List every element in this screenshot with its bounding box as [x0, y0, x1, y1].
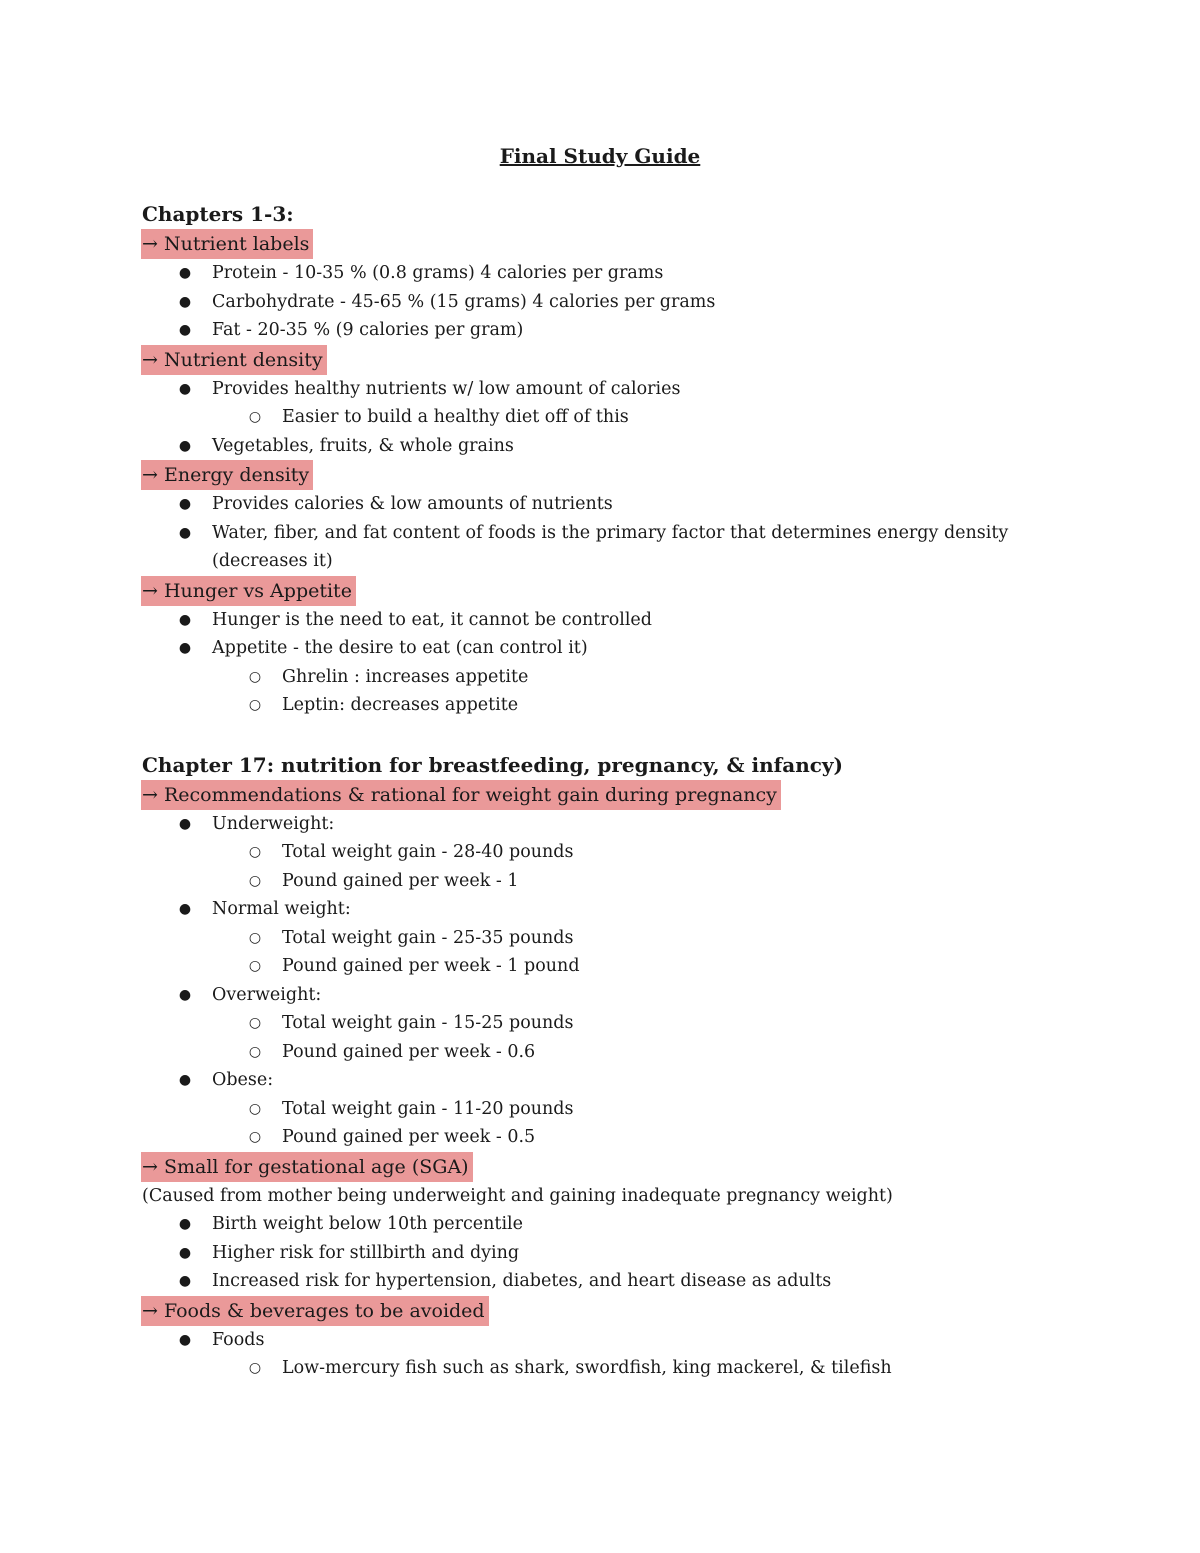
topic-heading: → Nutrient density	[141, 345, 327, 375]
sub-list-item-text: Total weight gain - 15-25 pounds	[282, 1013, 574, 1033]
sub-list-item-text: Pound gained per week - 1 pound	[282, 956, 580, 976]
list-item-text: Underweight:	[212, 813, 335, 834]
filled-bullet-icon: ●	[178, 496, 192, 512]
filled-bullet-icon: ●	[178, 1072, 192, 1088]
list-item-text: Appetite - the desire to eat (can control it)	[212, 638, 588, 658]
document-title: Final Study Guide	[499, 144, 701, 168]
sub-bullet-list	[212, 924, 1062, 981]
sub-list-item-text: Pound gained per week - 0.5	[282, 1127, 536, 1147]
hollow-bullet-icon: ○	[248, 697, 262, 713]
sub-list-item	[212, 1038, 1062, 1067]
hollow-bullet-icon: ○	[248, 929, 262, 946]
list-item	[142, 259, 1062, 288]
bullet-list	[142, 606, 1062, 720]
sub-list-item-text: Ghrelin : increases appetite	[282, 666, 529, 687]
list-item	[142, 490, 1062, 519]
list-item-text: Overweight:	[212, 984, 322, 1005]
sub-bullet-list	[212, 663, 1062, 720]
filled-bullet-icon: ●	[178, 1273, 192, 1289]
filled-bullet-icon: ●	[178, 1331, 192, 1348]
filled-bullet-icon: ●	[178, 1216, 192, 1232]
list-item-text: Provides calories & low amounts of nutrients	[212, 494, 613, 514]
list-item	[142, 1210, 1062, 1239]
sub-list-item	[212, 952, 1062, 981]
sub-list-item	[212, 867, 1062, 896]
list-item	[142, 288, 1062, 317]
list-item-text: Provides healthy nutrients w/ low amount of calories	[212, 378, 681, 399]
topic-heading-row	[142, 460, 1062, 490]
topic-heading: → Energy density	[141, 460, 313, 490]
list-item	[142, 1066, 1062, 1152]
sub-list-item-text: Pound gained per week - 1	[282, 870, 519, 891]
hollow-bullet-icon: ○	[248, 668, 262, 685]
topic-heading-row	[142, 576, 1062, 606]
topic-note: (Caused from mother being underweight and gaining inadequate pregnancy weight)	[142, 1185, 893, 1206]
list-item	[142, 606, 1062, 635]
chapter-heading: Chapters 1-3:	[142, 202, 294, 226]
list-item-text: Obese:	[212, 1070, 274, 1090]
filled-bullet-icon: ●	[178, 524, 192, 541]
hollow-bullet-icon: ○	[248, 1043, 262, 1060]
bullet-list	[142, 810, 1062, 1152]
list-item-text: Birth weight below 10th percentile	[212, 1214, 523, 1234]
sub-list-item-text: Total weight gain - 11-20 pounds	[282, 1098, 574, 1119]
list-item	[142, 375, 1062, 432]
chapter-heading: Chapter 17: nutrition for breastfeeding, pregnancy, & infancy)	[142, 752, 844, 777]
sub-bullet-list	[212, 1009, 1062, 1066]
list-item	[142, 1239, 1062, 1268]
list-item-text: Carbohydrate - 45-65 % (15 grams) 4 calories per grams	[212, 291, 716, 312]
topic-heading-row	[142, 345, 1062, 375]
sub-bullet-list	[212, 403, 1062, 432]
bullet-list	[142, 1326, 1062, 1383]
hollow-bullet-icon: ○	[248, 1360, 262, 1376]
topic-heading: → Small for gestational age (SGA)	[141, 1152, 473, 1182]
list-item-text: Normal weight:	[212, 899, 351, 919]
sub-list-item-text: Leptin: decreases appetite	[282, 695, 519, 715]
sub-list-item	[212, 1123, 1062, 1152]
list-item-text: Water, fiber, and fat content of foods is the primary factor that determines energy density (decreases it)	[212, 522, 1009, 571]
list-item	[142, 981, 1062, 1067]
topic-heading-row	[142, 229, 1062, 259]
topic-heading: → Hunger vs Appetite	[141, 576, 356, 606]
filled-bullet-icon: ●	[178, 815, 192, 832]
filled-bullet-icon: ●	[178, 986, 192, 1003]
topic-heading-row	[142, 1152, 1062, 1182]
list-item	[142, 1267, 1062, 1296]
list-item	[142, 316, 1062, 345]
list-item	[142, 634, 1062, 720]
bullet-list	[142, 259, 1062, 345]
list-item	[142, 432, 1062, 461]
list-item-text: Foods	[212, 1329, 265, 1350]
sub-list-item-text: Easier to build a healthy diet off of this	[282, 407, 629, 427]
sub-list-item-text: Total weight gain - 28-40 pounds	[282, 842, 574, 862]
topic-heading-row	[142, 780, 1062, 810]
list-item-text: Vegetables, fruits, & whole grains	[212, 435, 514, 456]
topic-heading: → Recommendations & rational for weight gain during pregnancy	[141, 780, 781, 810]
bullet-list	[142, 375, 1062, 461]
sub-list-item	[212, 924, 1062, 953]
list-item-text: Higher risk for stillbirth and dying	[212, 1242, 520, 1263]
filled-bullet-icon: ●	[178, 322, 192, 338]
list-item	[142, 1326, 1062, 1383]
hollow-bullet-icon: ○	[248, 1129, 262, 1145]
sub-bullet-list	[212, 1354, 1062, 1383]
filled-bullet-icon: ●	[178, 293, 192, 310]
hollow-bullet-icon: ○	[248, 1015, 262, 1031]
hollow-bullet-icon: ○	[248, 844, 262, 860]
bullet-list	[142, 490, 1062, 576]
sub-list-item	[212, 691, 1062, 720]
sub-bullet-list	[212, 838, 1062, 895]
list-item-text: Protein - 10-35 % (0.8 grams) 4 calories per grams	[212, 263, 664, 283]
sub-list-item-text: Total weight gain - 25-35 pounds	[282, 927, 574, 948]
list-item-text: Fat - 20-35 % (9 calories per gram)	[212, 320, 524, 340]
sub-list-item	[212, 663, 1062, 692]
list-item-text: Increased risk for hypertension, diabetes, and heart disease as adults	[212, 1271, 832, 1291]
filled-bullet-icon: ●	[178, 611, 192, 628]
list-item	[142, 519, 1062, 576]
sub-list-item	[212, 403, 1062, 432]
hollow-bullet-icon: ○	[248, 1100, 262, 1117]
filled-bullet-icon: ●	[178, 265, 192, 281]
topic-heading: → Nutrient labels	[141, 229, 313, 259]
hollow-bullet-icon: ○	[248, 409, 262, 425]
sub-list-item	[212, 838, 1062, 867]
filled-bullet-icon: ●	[178, 1244, 192, 1261]
bullet-list	[142, 1210, 1062, 1296]
sub-list-item-text: Pound gained per week - 0.6	[282, 1041, 536, 1062]
topic-heading-row	[142, 1296, 1062, 1326]
document-page	[142, 140, 1062, 1383]
sub-list-item	[212, 1095, 1062, 1124]
filled-bullet-icon: ●	[178, 640, 192, 656]
document-body	[142, 199, 1062, 1383]
filled-bullet-icon: ●	[178, 380, 192, 397]
filled-bullet-icon: ●	[178, 901, 192, 917]
filled-bullet-icon: ●	[178, 437, 192, 454]
sub-bullet-list	[212, 1095, 1062, 1152]
topic-heading: → Foods & beverages to be avoided	[141, 1296, 489, 1326]
sub-list-item	[212, 1009, 1062, 1038]
hollow-bullet-icon: ○	[248, 872, 262, 889]
hollow-bullet-icon: ○	[248, 958, 262, 974]
sub-list-item	[212, 1354, 1062, 1383]
list-item	[142, 895, 1062, 981]
list-item-text: Hunger is the need to eat, it cannot be controlled	[212, 609, 652, 630]
sub-list-item-text: Low-mercury fish such as shark, swordfish, king mackerel, & tilefish	[282, 1358, 892, 1378]
list-item	[142, 810, 1062, 896]
